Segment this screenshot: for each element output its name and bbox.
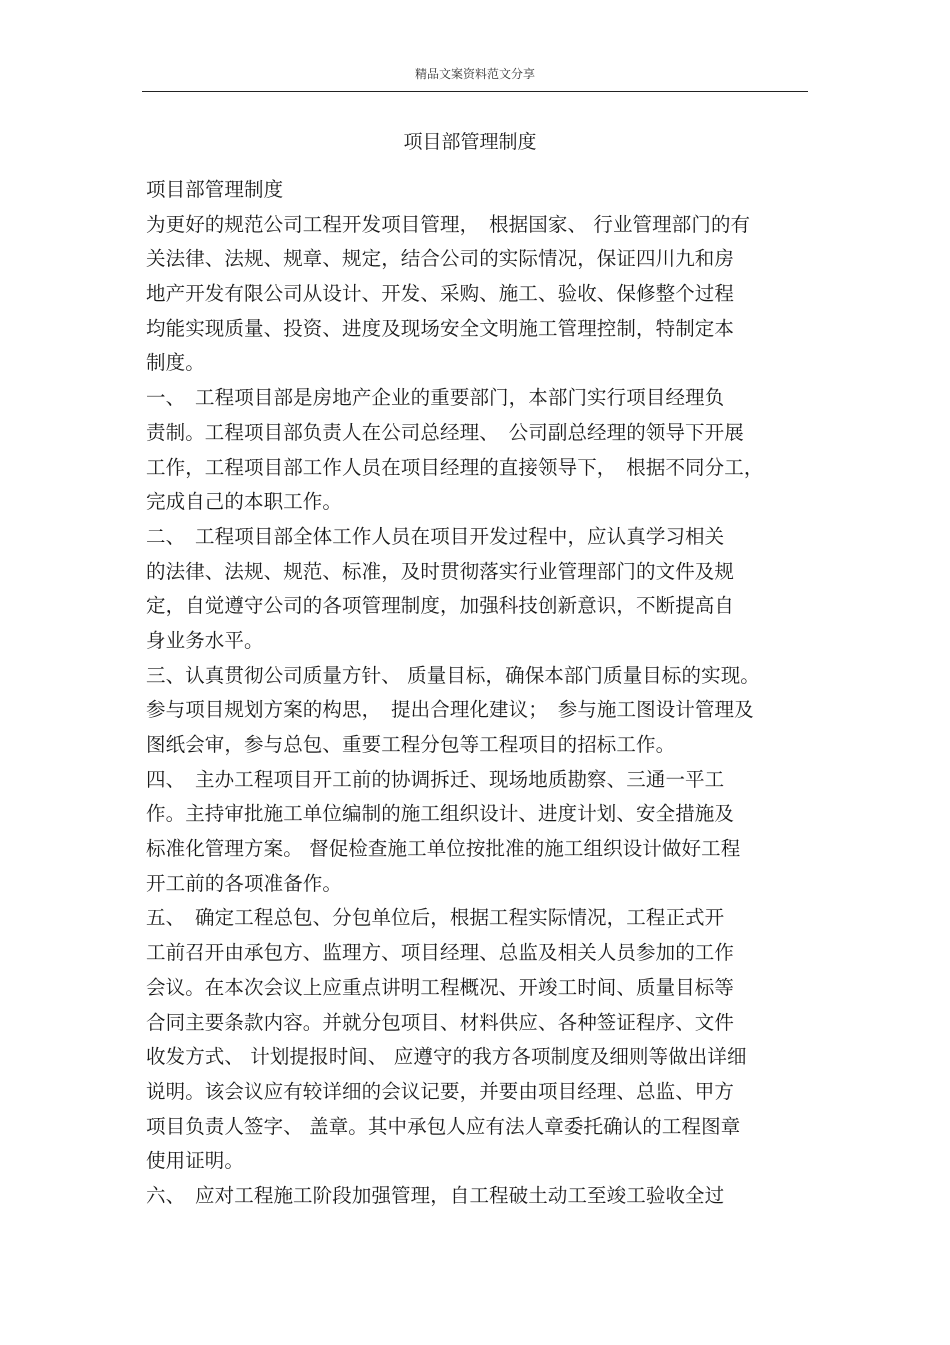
body-line: 项目负责人签字、 盖章。其中承包人应有法人章委托确认的工程图章 <box>146 1114 741 1138</box>
body-line: 身业务水平。 <box>146 628 264 652</box>
body-line: 地产开发有限公司从设计、开发、采购、施工、验收、保修整个过程 <box>146 282 735 306</box>
header-divider <box>142 91 808 92</box>
body-line: 说明。该会议应有较详细的会议记要，并要由项目经理、总监、甲方 <box>146 1079 735 1103</box>
body-line: 五、 确定工程总包、分包单位后，根据工程实际情况，工程正式开 <box>146 906 725 930</box>
body-line: 工作，工程项目部工作人员在项目经理的直接领导下， 根据不同分工， <box>146 455 764 479</box>
body-line: 的法律、法规、规范、标准，及时贯彻落实行业管理部门的文件及规 <box>146 559 735 583</box>
body-line: 标准化管理方案。 督促检查施工单位按批准的施工组织设计做好工程 <box>146 837 741 861</box>
body-line: 参与项目规划方案的构思， 提出合理化建议； 参与施工图设计管理及 <box>146 698 754 722</box>
body-line: 工前召开由承包方、监理方、项目经理、总监及相关人员参加的工作 <box>146 941 735 965</box>
body-line: 为更好的规范公司工程开发项目管理， 根据国家、 行业管理部门的有 <box>146 212 751 236</box>
body-line: 关法律、法规、规章、规定，结合公司的实际情况，保证四川九和房 <box>146 247 735 271</box>
body-line: 开工前的各项准备作。 <box>146 871 343 895</box>
document-title: 项目部管理制度 <box>403 131 537 153</box>
body-line: 二、 工程项目部全体工作人员在项目开发过程中，应认真学习相关 <box>146 524 725 548</box>
body-line: 均能实现质量、投资、进度及现场安全文明施工管理控制，特制定本 <box>146 316 735 340</box>
body-line: 制度。 <box>146 351 205 375</box>
body-line: 项目部管理制度 <box>146 178 284 201</box>
page-header: 精品文案资料范文分享 <box>414 67 535 81</box>
body-line: 责制。工程项目部负责人在公司总经理、 公司副总经理的领导下开展 <box>146 420 744 444</box>
body-line: 完成自己的本职工作。 <box>146 490 343 514</box>
body-line: 图纸会审，参与总包、重要工程分包等工程项目的招标工作。 <box>146 733 676 756</box>
document-body <box>146 173 806 1214</box>
body-line: 合同主要条款内容。并就分包项目、材料供应、各种签证程序、文件 <box>146 1010 735 1034</box>
body-line: 定，自觉遵守公司的各项管理制度，加强科技创新意识，不断提高自 <box>146 594 735 618</box>
body-line: 收发方式、 计划提报时间、 应遵守的我方各项制度及细则等做出详细 <box>146 1045 747 1069</box>
body-line: 使用证明。 <box>146 1149 245 1173</box>
body-line: 会议。在本次会议上应重点讲明工程概况、开竣工时间、质量目标等 <box>146 975 735 999</box>
body-line: 作。主持审批施工单位编制的施工组织设计、进度计划、安全措施及 <box>146 802 735 826</box>
body-line: 一、 工程项目部是房地产企业的重要部门，本部门实行项目经理负 <box>146 386 725 410</box>
body-line: 六、 应对工程施工阶段加强管理，自工程破土动工至竣工验收全过 <box>146 1183 725 1207</box>
body-line: 四、 主办工程项目开工前的协调拆迁、现场地质勘察、三通一平工 <box>146 767 725 791</box>
body-line: 三、认真贯彻公司质量方针、 质量目标，确保本部门质量目标的实现。 <box>146 663 760 687</box>
